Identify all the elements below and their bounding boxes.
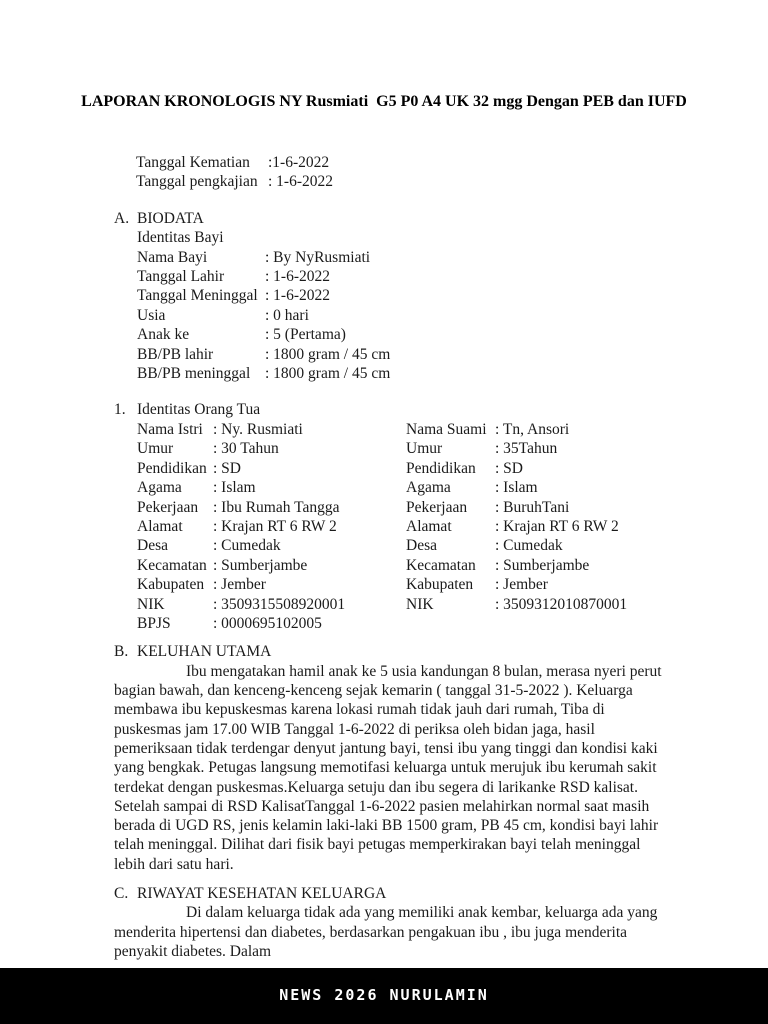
field-value: : Islam: [213, 479, 256, 497]
field-label: Kabupaten: [406, 576, 474, 594]
field-label: Umur: [137, 440, 174, 458]
field-row: [406, 420, 768, 439]
parents-columns: [137, 420, 768, 633]
field-value: : 30 Tahun: [213, 440, 279, 458]
field-row: [406, 478, 768, 497]
field-value: : Ibu Rumah Tangga: [213, 498, 340, 516]
footer-watermark-text: NEWS 2026 NURULAMIN: [279, 986, 489, 1005]
field-value: : 3509315508920001: [213, 595, 346, 613]
field-label: Kecamatan: [137, 556, 207, 574]
field-row: [137, 556, 406, 575]
field-row: [137, 325, 768, 344]
biodata-subheading: Identitas Bayi: [137, 229, 224, 247]
field-row: [137, 575, 406, 594]
field-value: : 35Tahun: [495, 440, 558, 458]
field-label: Pekerjaan: [406, 498, 468, 516]
field-label: Tanggal Kematian: [136, 154, 250, 171]
section-marker: C.: [114, 885, 129, 903]
father-column: [406, 420, 768, 633]
field-row: [137, 267, 768, 286]
date-row: [136, 153, 768, 172]
keluhan-paragraph: Ibu mengatakan hamil anak ke 5 usia kandungan 8 bulan, merasa nyeri perut bagian bawah, dan kenceng-kenceng sejak kemarin ( tanggal 31-5-2022 ). Keluarga membawa ibu kepuskesmas karena lokasi rumah tidak jauh dari rumah, Tiba di puskesmas jam 17.00 WIB Tanggal 1-6-2022 di periksa oleh bidan jaga, hasil pemeriksaan tidak terdengar denyut jantung bayi, tensi ibu yang tinggi dan kondisi kaki yang bengkak. Petugas langsung memotifasi keluarga untuk merujuk ibu kerumah sakit terdekat dengan puskesmas.Keluarga setuju dan ibu segera di larikanke RSD kalisat. Setelah sampai di RSD KalisatTanggal 1-6-2022 pasien melahirkan normal saat masih berada di UGD RS, jenis kelamin laki-laki BB 1500 gram, PB 45 cm, kondisi bayi lahir telah meninggal. Dilihat dari fisik bayi petugas memperkirakan bayi telah meninggal lebih dari satu hari.: [114, 662, 662, 873]
section-title: KELUHAN UTAMA: [137, 643, 272, 661]
field-row: [137, 517, 406, 536]
section-biodata: [0, 209, 768, 384]
field-value: : SD: [213, 459, 241, 477]
field-value: : 5 (Pertama): [265, 326, 346, 344]
field-label: Tanggal Meninggal: [137, 287, 258, 305]
field-value: : Sumberjambe: [213, 556, 308, 574]
field-row: [137, 364, 768, 383]
field-row: [406, 595, 768, 614]
field-row: [137, 595, 406, 614]
field-row: [406, 536, 768, 555]
field-row: [137, 439, 406, 458]
field-row: [137, 306, 768, 325]
field-label: Tanggal pengkajian: [136, 173, 258, 191]
field-label: BB/PB meninggal: [137, 365, 251, 383]
field-value: : By NyRusmiati: [265, 248, 371, 266]
field-value: : 1800 gram / 45 cm: [265, 345, 391, 363]
section-heading-parents: [114, 400, 768, 419]
field-label: BB/PB lahir: [137, 345, 214, 363]
field-row: [406, 498, 768, 517]
field-value: : Islam: [495, 479, 538, 497]
field-value: : Cumedak: [495, 537, 563, 555]
field-row: [137, 286, 768, 305]
field-value: : 1-6-2022: [265, 268, 331, 286]
field-row: [137, 248, 768, 267]
field-label: Umur: [406, 440, 443, 458]
field-label: Agama: [406, 479, 451, 497]
field-label: Nama Bayi: [137, 248, 208, 266]
field-value: : Tn, Ansori: [495, 420, 570, 438]
section-heading-keluhan: [114, 642, 768, 661]
field-value: : Krajan RT 6 RW 2: [495, 517, 619, 535]
field-label: Agama: [137, 479, 182, 497]
field-label: Alamat: [406, 517, 452, 535]
section-heading-riwayat: [114, 884, 768, 903]
field-row: [406, 439, 768, 458]
field-label: Anak ke: [137, 326, 190, 344]
field-label: Nama Suami: [406, 420, 487, 438]
field-value: :1-6-2022: [268, 154, 330, 171]
field-value: : SD: [495, 459, 523, 477]
field-row: [137, 345, 768, 364]
field-value: : Sumberjambe: [495, 556, 590, 574]
field-value: : 0000695102005: [213, 614, 322, 632]
field-value: : 0 hari: [265, 306, 309, 324]
section-title: BIODATA: [137, 209, 204, 227]
field-value: : BuruhTani: [495, 498, 570, 516]
field-value: : Cumedak: [213, 537, 281, 555]
field-label: Alamat: [137, 517, 183, 535]
section-riwayat-kesehatan: [0, 884, 768, 961]
field-label: Desa: [406, 537, 437, 555]
footer-watermark-bar: [0, 968, 768, 1024]
section-heading-biodata: [114, 209, 768, 228]
field-row: [137, 536, 406, 555]
riwayat-paragraph: Di dalam keluarga tidak ada yang memiliki anak kembar, keluarga ada yang menderita hipertensi dan diabetes, berdasarkan pengakuan ibu , ibu juga menderita penyakit diabetes. Dalam: [114, 904, 658, 961]
date-row: [136, 172, 768, 191]
field-value: : Ny. Rusmiati: [213, 420, 303, 438]
section-title: RIWAYAT KESEHATAN KELUARGA: [137, 885, 387, 903]
field-row: [137, 478, 406, 497]
mother-column: [137, 420, 406, 633]
field-row: [406, 517, 768, 536]
biodata-fields: [137, 248, 768, 384]
section-title: Identitas Orang Tua: [137, 401, 261, 419]
section-marker: 1.: [114, 401, 126, 419]
section-marker: A.: [114, 209, 130, 227]
field-label: Pekerjaan: [137, 498, 199, 516]
field-value: : 1800 gram / 45 cm: [265, 365, 391, 383]
field-row: [137, 614, 406, 633]
field-value: : Jember: [495, 576, 548, 594]
field-row: [406, 556, 768, 575]
field-row: [137, 420, 406, 439]
section-parents: [0, 400, 768, 633]
field-label: Kabupaten: [137, 576, 205, 594]
field-value: : Krajan RT 6 RW 2: [213, 517, 337, 535]
field-label: Kecamatan: [406, 556, 476, 574]
field-label: BPJS: [137, 614, 171, 632]
section-marker: B.: [114, 643, 129, 661]
page-title: LAPORAN KRONOLOGIS NY Rusmiati G5 P0 A4 UK 32 mgg Dengan PEB dan IUFD: [81, 93, 687, 110]
section-keluhan-utama: [0, 642, 768, 874]
field-label: Pendidikan: [137, 459, 207, 477]
field-value: : 1-6-2022: [265, 287, 331, 305]
field-label: NIK: [137, 595, 165, 613]
date-block: [136, 153, 768, 192]
field-row: [406, 459, 768, 478]
field-label: NIK: [406, 595, 434, 613]
field-label: Desa: [137, 537, 168, 555]
field-label: Nama Istri: [137, 420, 203, 438]
field-label: Usia: [137, 306, 166, 324]
field-value: : 1-6-2022: [268, 173, 334, 191]
field-row: [137, 459, 406, 478]
field-value: : Jember: [213, 576, 266, 594]
field-label: Pendidikan: [406, 459, 476, 477]
field-label: Tanggal Lahir: [137, 268, 225, 286]
field-row: [406, 575, 768, 594]
field-value: : 3509312010870001: [495, 595, 628, 613]
field-row: [137, 498, 406, 517]
